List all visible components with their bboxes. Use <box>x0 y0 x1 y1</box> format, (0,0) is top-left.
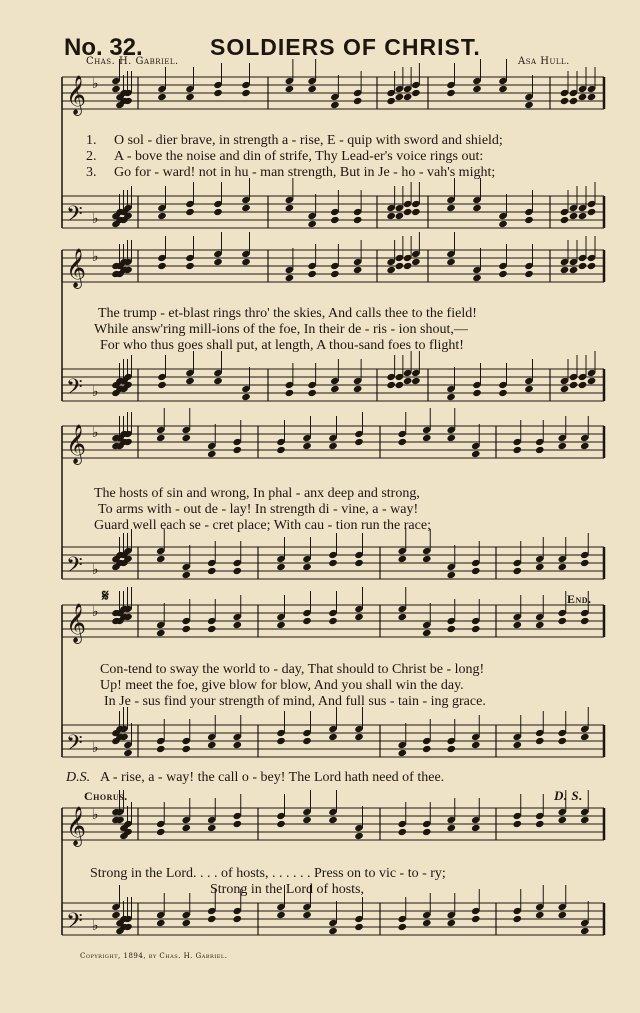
flat-icon: ♭ <box>92 918 99 934</box>
treble-clef-icon: 𝄞 <box>66 75 87 115</box>
lyric-line: The trump - et-blast rings thro' the skies, And calls thee to the field! <box>98 306 477 321</box>
note-head <box>386 97 396 105</box>
note-head <box>185 208 195 216</box>
note-head <box>411 377 421 385</box>
note-head <box>397 923 407 931</box>
bass-clef-icon: 𝄢 <box>66 731 83 761</box>
note-head <box>181 919 191 927</box>
note-head <box>411 258 421 266</box>
note-head <box>386 212 396 220</box>
note-head <box>354 923 364 931</box>
note-head <box>512 820 522 828</box>
note-head <box>471 625 481 633</box>
note-head <box>446 393 456 401</box>
lyric-line: Strong in the Lord of hosts, <box>210 882 364 897</box>
note-head <box>578 93 588 101</box>
note-head <box>185 262 195 270</box>
chorus-label: Chorus. <box>84 789 128 803</box>
note-head <box>241 258 251 266</box>
treble-clef-icon: 𝄞 <box>66 603 87 643</box>
note-head <box>207 625 217 633</box>
note-head <box>328 559 338 567</box>
note-head <box>353 266 363 274</box>
note-head <box>285 204 295 212</box>
note-head <box>328 733 338 741</box>
note-head <box>276 820 286 828</box>
note-head <box>156 745 166 753</box>
note-head <box>557 737 567 745</box>
note-head <box>111 85 121 93</box>
note-head <box>330 385 340 393</box>
note-head <box>330 270 340 278</box>
note-head <box>181 434 191 442</box>
bass-clef-icon: 𝄢 <box>66 553 83 583</box>
note-head <box>403 208 413 216</box>
note-head <box>302 563 312 571</box>
note-head <box>330 216 340 224</box>
note-head <box>498 85 508 93</box>
note-head <box>587 377 597 385</box>
note-head <box>232 820 242 828</box>
note-head <box>569 97 579 105</box>
note-head <box>422 745 432 753</box>
note-head <box>328 927 338 935</box>
note-head <box>557 442 567 450</box>
note-head <box>560 216 570 224</box>
note-head <box>307 220 317 228</box>
note-head <box>157 212 167 220</box>
note-head <box>241 204 251 212</box>
note-head <box>535 621 545 629</box>
verse-number-2: 2. <box>86 149 97 164</box>
note-head <box>446 89 456 97</box>
note-head <box>512 915 522 923</box>
note-head <box>403 262 413 270</box>
note-head <box>580 442 590 450</box>
note-head <box>207 567 217 575</box>
author-credit: Asa Hull. <box>518 56 570 67</box>
note-head <box>471 450 481 458</box>
note-head <box>241 89 251 97</box>
lyric-line: Guard well each se - cret place; With cau - tion run the race; <box>94 518 431 533</box>
flat-icon: ♭ <box>92 76 99 92</box>
note-head <box>535 446 545 454</box>
flat-icon: ♭ <box>92 604 99 620</box>
note-head <box>111 911 121 919</box>
note-head <box>157 381 167 389</box>
lyric-line: Strong in the Lord. . . . of hosts, . . . . . . Press on to vic - to - ry; <box>90 866 446 881</box>
note-head <box>207 450 217 458</box>
note-head <box>580 816 590 824</box>
note-head <box>276 911 286 919</box>
note-head <box>307 270 317 278</box>
ds-lyric-line: A - rise, a - way! the call o - bey! The Lord hath need of thee. <box>100 770 445 785</box>
note-head <box>213 377 223 385</box>
lyric-line: Go for - ward! not in hu - man strength, But in Je - ho - vah's might; <box>114 165 496 180</box>
note-head <box>587 93 597 101</box>
note-head <box>354 438 364 446</box>
ds-prefix: D.S. <box>66 770 91 785</box>
note-head <box>578 262 588 270</box>
note-head <box>156 434 166 442</box>
note-head <box>560 266 570 274</box>
verse-number-3: 3. <box>86 165 97 180</box>
treble-clef-icon: 𝄞 <box>66 806 87 846</box>
note-head <box>232 621 242 629</box>
hymn-title: SOLDIERS OF CHRIST. <box>210 34 481 60</box>
hymn-number: No. 32. <box>64 34 143 61</box>
note-head <box>397 555 407 563</box>
note-head <box>471 824 481 832</box>
bass-clef-icon: 𝄢 <box>66 202 83 232</box>
note-head <box>524 270 534 278</box>
note-head <box>422 434 432 442</box>
note-head <box>302 617 312 625</box>
note-head <box>512 446 522 454</box>
flat-icon: ♭ <box>92 562 99 578</box>
note-head <box>587 262 597 270</box>
verse-number-1: 1. <box>86 133 97 148</box>
note-head <box>397 749 407 757</box>
note-head <box>446 625 456 633</box>
flat-icon: ♭ <box>92 807 99 823</box>
note-head <box>535 737 545 745</box>
note-head <box>397 613 407 621</box>
note-head <box>411 208 421 216</box>
note-head <box>395 381 405 389</box>
note-head <box>181 824 191 832</box>
end-label: End. <box>567 592 592 606</box>
note-head <box>557 911 567 919</box>
note-head <box>472 274 482 282</box>
note-head <box>580 733 590 741</box>
note-head <box>285 389 295 397</box>
note-head <box>185 377 195 385</box>
lyric-line: To arms with - out de - lay! In strength di - vine, a - way! <box>98 502 419 517</box>
note-head <box>207 741 217 749</box>
bass-clef-icon: 𝄢 <box>66 375 83 405</box>
note-head <box>580 927 590 935</box>
note-head <box>232 915 242 923</box>
note-head <box>524 385 534 393</box>
lyric-line: The hosts of sin and wrong, In phal - anx deep and strong, <box>94 486 420 501</box>
copyright-notice: Copyright, 1894, by Chas. H. Gabriel. <box>80 952 228 960</box>
note-head <box>156 629 166 637</box>
note-head <box>569 266 579 274</box>
note-head <box>353 385 363 393</box>
note-head <box>446 204 456 212</box>
note-head <box>123 749 133 757</box>
note-head <box>276 621 286 629</box>
note-head <box>207 915 217 923</box>
flat-icon: ♭ <box>92 384 99 400</box>
note-head <box>302 816 312 824</box>
note-head <box>535 563 545 571</box>
note-head <box>213 258 223 266</box>
note-head <box>578 381 588 389</box>
note-head <box>185 93 195 101</box>
note-head <box>397 438 407 446</box>
note-head <box>446 434 456 442</box>
note-head <box>157 93 167 101</box>
note-head <box>181 625 191 633</box>
note-head <box>354 832 364 840</box>
composer-credit: Chas. H. Gabriel. <box>86 56 179 67</box>
lyric-line: While answ'ring mill-ions of the foe, In their de - ris - ion shout,— <box>94 322 468 337</box>
flat-icon: ♭ <box>92 249 99 265</box>
note-head <box>446 824 456 832</box>
note-head <box>557 617 567 625</box>
lyric-line: In Je - sus find your strength of mind, And full sus - tain - ing grace. <box>104 694 486 709</box>
note-head <box>446 571 456 579</box>
bass-clef-icon: 𝄢 <box>66 909 83 939</box>
note-head <box>403 377 413 385</box>
note-head <box>471 567 481 575</box>
note-head <box>446 258 456 266</box>
note-head <box>560 385 570 393</box>
note-head <box>395 212 405 220</box>
note-head <box>156 828 166 836</box>
note-head <box>354 613 364 621</box>
note-head <box>302 737 312 745</box>
note-head <box>580 559 590 567</box>
note-head <box>207 824 217 832</box>
note-head <box>354 733 364 741</box>
note-head <box>569 381 579 389</box>
note-head <box>472 389 482 397</box>
note-head <box>446 919 456 927</box>
note-head <box>498 270 508 278</box>
treble-clef-icon: 𝄞 <box>66 424 87 464</box>
note-head <box>307 389 317 397</box>
lyric-line: Con-tend to sway the world to - day, That should to Christ be - long! <box>100 662 485 677</box>
note-head <box>386 266 396 274</box>
note-head <box>512 741 522 749</box>
note-head <box>560 97 570 105</box>
note-head <box>276 737 286 745</box>
note-head <box>353 216 363 224</box>
note-head <box>557 563 567 571</box>
note-head <box>535 911 545 919</box>
flat-icon: ♭ <box>92 211 99 227</box>
treble-clef-icon: 𝄞 <box>66 248 87 288</box>
flat-icon: ♭ <box>92 740 99 756</box>
note-head <box>578 212 588 220</box>
note-head <box>411 89 421 97</box>
note-head <box>498 220 508 228</box>
note-head <box>471 915 481 923</box>
note-head <box>569 212 579 220</box>
note-head <box>403 93 413 101</box>
note-head <box>156 555 166 563</box>
lyric-line: A - bove the noise and din of strife, Thy Lead-er's voice rings out: <box>114 149 484 164</box>
note-head <box>395 262 405 270</box>
note-head <box>386 381 396 389</box>
note-head <box>422 828 432 836</box>
note-head <box>307 85 317 93</box>
flat-icon: ♭ <box>92 425 99 441</box>
note-head <box>213 208 223 216</box>
note-head <box>472 204 482 212</box>
note-head <box>353 97 363 105</box>
lyric-line: O sol - dier brave, in strength a - rise, E - quip with sword and shield; <box>114 133 503 148</box>
note-head <box>330 101 340 109</box>
note-head <box>276 446 286 454</box>
note-head <box>535 820 545 828</box>
lyric-line: For who thus goes shall put, at length, A thou-sand foes to flight! <box>100 338 464 353</box>
note-head <box>512 567 522 575</box>
note-head <box>232 567 242 575</box>
note-head <box>181 745 191 753</box>
note-head <box>587 208 597 216</box>
note-head <box>524 101 534 109</box>
note-head <box>156 919 166 927</box>
note-head <box>580 617 590 625</box>
note-head <box>328 442 338 450</box>
note-head <box>397 828 407 836</box>
note-head <box>557 816 567 824</box>
note-head <box>285 85 295 93</box>
note-head <box>232 446 242 454</box>
note-head <box>328 617 338 625</box>
note-head <box>524 216 534 224</box>
note-head <box>213 89 223 97</box>
note-head <box>157 262 167 270</box>
note-head <box>422 629 432 637</box>
note-head <box>354 559 364 567</box>
note-head <box>328 816 338 824</box>
note-head <box>498 389 508 397</box>
note-head <box>276 563 286 571</box>
note-head <box>232 741 242 749</box>
note-head <box>181 571 191 579</box>
note-head <box>422 919 432 927</box>
note-head <box>446 745 456 753</box>
note-head <box>285 274 295 282</box>
note-head <box>302 911 312 919</box>
note-head <box>395 93 405 101</box>
note-head <box>302 442 312 450</box>
ds-label: D. S. <box>554 788 583 803</box>
note-head <box>422 555 432 563</box>
note-head <box>241 393 251 401</box>
note-head <box>512 621 522 629</box>
segno-sign: 𝄋 <box>102 588 110 605</box>
note-head <box>472 85 482 93</box>
note-head <box>471 741 481 749</box>
lyric-line: Up! meet the foe, give blow for blow, And you shall win the day. <box>100 678 464 693</box>
